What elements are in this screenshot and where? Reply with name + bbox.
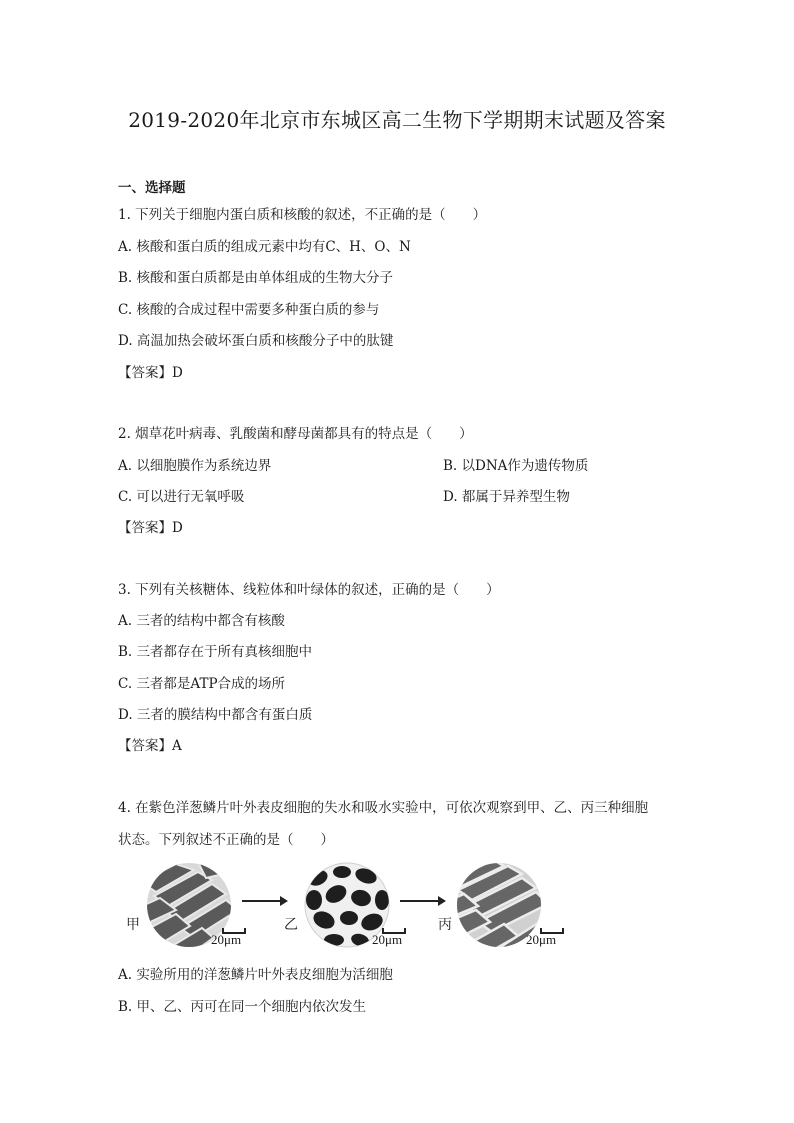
question-3-option-a: A. 三者的结构中都含有核酸 (118, 613, 285, 629)
question-2-option-d: D. 都属于异养型生物 (443, 489, 570, 505)
question-3-option-d: D. 三者的膜结构中都含有蛋白质 (118, 707, 313, 723)
arrow-right-icon (242, 900, 286, 902)
question-4-option-a: A. 实验所用的洋葱鳞片叶外表皮细胞为活细胞 (118, 967, 393, 983)
question-4-option-b: B. 甲、乙、丙可在同一个细胞内依次发生 (118, 999, 367, 1015)
page-title: 2019-2020年北京市东城区高二生物下学期期末试题及答案 (128, 108, 666, 132)
question-1-stem: 1. 下列关于细胞内蛋白质和核酸的叙述，不正确的是（ ） (118, 207, 487, 223)
question-1-option-a: A. 核酸和蛋白质的组成元素中均有C、H、O、N (118, 239, 411, 255)
question-1-option-b: B. 核酸和蛋白质都是由单体组成的生物大分子 (118, 270, 394, 286)
question-1-option-c: C. 核酸的合成过程中需要多种蛋白质的参与 (118, 302, 380, 318)
question-1-option-d: D. 高温加热会破坏蛋白质和核酸分子中的肽键 (118, 333, 394, 349)
scale-label-jia: 20μm (211, 932, 242, 947)
question-4-stem-line-2: 状态。下列叙述不正确的是（ ） (118, 832, 334, 848)
question-4-stem-line-1: 4. 在紫色洋葱鳞片叶外表皮细胞的失水和吸水实验中，可依次观察到甲、乙、丙三种细胞 (118, 800, 649, 816)
question-2-option-a: A. 以细胞膜作为系统边界 (118, 458, 272, 474)
question-2-option-c: C. 可以进行无氧呼吸 (118, 489, 245, 505)
scale-label-bing: 20μm (526, 932, 557, 947)
question-3-option-c: C. 三者都是ATP合成的场所 (118, 676, 286, 692)
question-2-option-b: B. 以DNA作为遗传物质 (443, 458, 589, 474)
section-heading: 一、选择题 (118, 180, 186, 196)
question-2-answer: 【答案】D (118, 520, 183, 536)
question-2-stem: 2. 烟草花叶病毒、乳酸菌和酵母菌都具有的特点是（ ） (118, 426, 473, 442)
figure-label-yi: 乙 (284, 917, 298, 933)
figure-label-jia: 甲 (126, 917, 140, 933)
question-3-answer: 【答案】A (118, 738, 182, 754)
cell-state-figure (118, 862, 678, 952)
question-3-option-b: B. 三者都存在于所有真核细胞中 (118, 644, 313, 660)
scale-label-yi: 20μm (372, 932, 403, 947)
arrow-right-icon (400, 900, 444, 902)
question-1-answer: 【答案】D (118, 365, 183, 381)
figure-label-bing: 丙 (438, 917, 452, 933)
question-3-stem: 3. 下列有关核糖体、线粒体和叶绿体的叙述，正确的是（ ） (118, 582, 500, 598)
